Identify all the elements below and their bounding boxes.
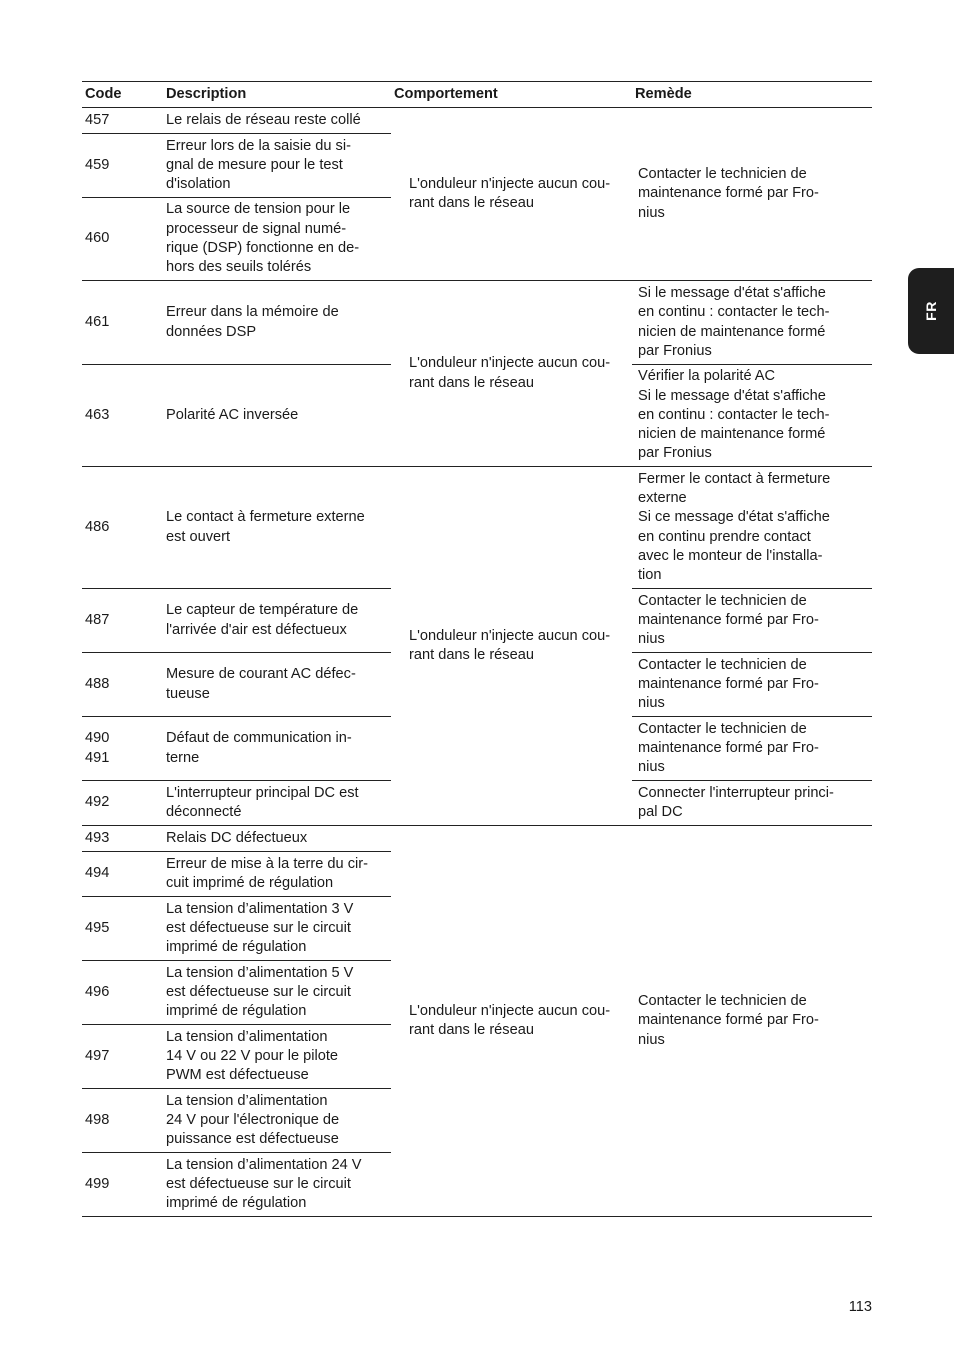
code-cell: 495 [82,897,163,961]
behaviour-cell: L'onduleur n'injecte aucun cou- rant dans le réseau [391,826,632,1217]
code-cell: 496 [82,961,163,1025]
remedy-cell: Contacter le technicien de maintenance formé par Fro- nius [632,108,872,281]
description-cell: La tension d’alimentation 24 V pour l'électronique de puissance est défectueuse [163,1089,391,1153]
code-cell: 492 [82,781,163,826]
code-cell: 493 [82,826,163,852]
remedy-cell: Vérifier la polarité AC Si le message d'état s'affiche en continu : contacter le tech- nicien de maintenance formé par Fronius [632,365,872,467]
remedy-cell: Contacter le technicien de maintenance formé par Fro- nius [632,589,872,653]
description-cell: Erreur dans la mémoire de données DSP [163,281,391,365]
table-row [82,281,872,365]
remedy-cell: Si le message d'état s'affiche en continu : contacter le tech- nicien de maintenance formé par Fronius [632,281,872,365]
code-cell: 460 [82,198,163,281]
description-cell: Le contact à fermeture externe est ouvert [163,467,391,589]
code-cell: 486 [82,467,163,589]
code-cell: 459 [82,134,163,198]
language-tab [908,268,954,354]
description-cell: Mesure de courant AC défec- tueuse [163,653,391,717]
description-cell: La tension d’alimentation 24 V est défectueuse sur le circuit imprimé de régulation [163,1153,391,1217]
remedy-cell: Contacter le technicien de maintenance formé par Fro- nius [632,717,872,781]
code-cell: 457 [82,108,163,134]
table-row [82,826,872,852]
description-cell: Erreur de mise à la terre du cir- cuit imprimé de régulation [163,852,391,897]
code-cell: 499 [82,1153,163,1217]
description-cell: La tension d’alimentation 5 V est défectueuse sur le circuit imprimé de régulation [163,961,391,1025]
description-cell: Erreur lors de la saisie du si- gnal de mesure pour le test d'isolation [163,134,391,198]
behaviour-cell: L'onduleur n'injecte aucun cou- rant dans le réseau [391,467,632,826]
error-code-table [82,81,872,1217]
table-row [82,108,872,134]
code-cell: 463 [82,365,163,467]
behaviour-cell: L'onduleur n'injecte aucun cou- rant dans le réseau [391,108,632,281]
code-cell: 461 [82,281,163,365]
code-cell: 488 [82,653,163,717]
code-cell: 498 [82,1089,163,1153]
description-cell: La tension d’alimentation 3 V est défectueuse sur le circuit imprimé de régulation [163,897,391,961]
description-cell: La source de tension pour le processeur de signal numé- rique (DSP) fonctionne en de- hors des seuils tolérés [163,198,391,281]
description-cell: L'interrupteur principal DC est déconnecté [163,781,391,826]
description-cell: Défaut de communication in- terne [163,717,391,781]
header-behaviour: Comportement [391,82,632,108]
header-remedy: Remède [632,82,872,108]
language-tab-label: FR [923,301,939,321]
page-number: 113 [848,1299,872,1315]
code-cell: 494 [82,852,163,897]
table-row [82,467,872,589]
remedy-cell: Contacter le technicien de maintenance formé par Fro- nius [632,653,872,717]
description-cell: Polarité AC inversée [163,365,391,467]
description-cell: Le capteur de température de l'arrivée d'air est défectueux [163,589,391,653]
code-cell: 487 [82,589,163,653]
behaviour-cell: L'onduleur n'injecte aucun cou- rant dans le réseau [391,281,632,467]
remedy-cell: Fermer le contact à fermeture externe Si ce message d'état s'affiche en continu prendre contact avec le monteur de l'installa- tion [632,467,872,589]
code-cell: 490 491 [82,717,163,781]
table-header-row [82,82,872,108]
header-code: Code [82,82,163,108]
header-description: Description [163,82,391,108]
description-cell: Relais DC défectueux [163,826,391,852]
remedy-cell: Contacter le technicien de maintenance formé par Fro- nius [632,826,872,1217]
description-cell: La tension d’alimentation 14 V ou 22 V pour le pilote PWM est défectueuse [163,1025,391,1089]
remedy-cell: Connecter l'interrupteur princi- pal DC [632,781,872,826]
code-cell: 497 [82,1025,163,1089]
description-cell: Le relais de réseau reste collé [163,108,391,134]
